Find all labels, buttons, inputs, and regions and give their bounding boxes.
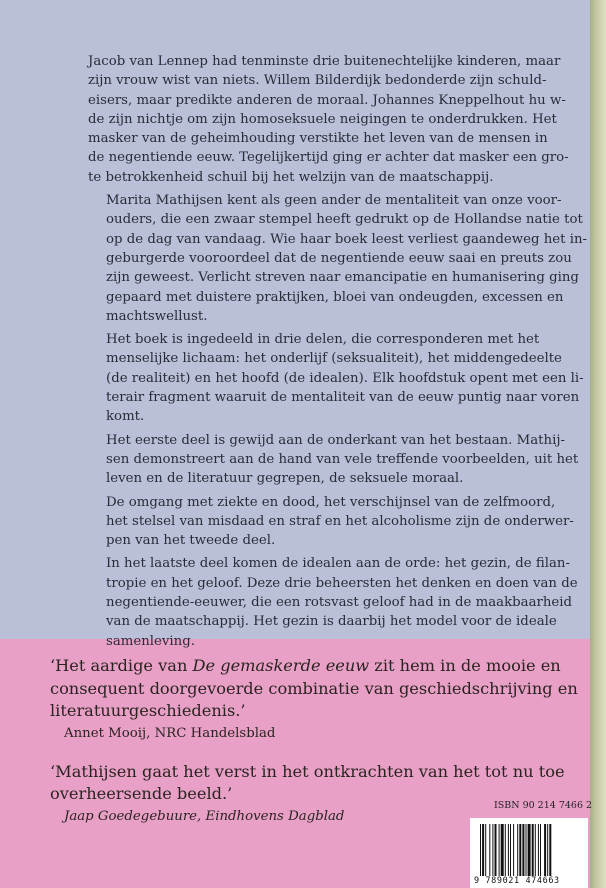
barcode-bar: [501, 824, 504, 876]
blurb-text: [88, 52, 588, 655]
blurb-paragraph-1: Jacob van Lennep had tenminste drie buitenechtelijke kinderen, maar zijn vrouw wist van niets. Willem Bilderdijk bedonderde zijn schuld- eisers, maar predikte anderen de moraal. Johannes Kneppelhout hu w- de zijn nichtje om zijn homoseksuele neigingen te onderdrukken. Het masker van de geheimhouding verstikte het leven van de mensen in de negentiende eeuw. Tegelijkertijd ging er achter dat masker een gro- te betrokkenheid schuil bij het welzijn van de maatschappij.: [88, 54, 569, 185]
barcode-bar: [540, 824, 541, 876]
barcode-bar: [517, 824, 518, 876]
blurb-paragraph-4: Het eerste deel is gewijd aan de onderkant van het bestaan. Mathij- sen demonstreert aan de hand van vele treffende voorbeelden, uit het leven en de literatuur gegrepen, de seksuele moraal.: [106, 432, 579, 487]
barcode-bar: [489, 824, 490, 876]
barcode-bar: [538, 824, 539, 876]
book-title: De gemaskerde eeuw: [192, 656, 370, 675]
review-attribution-1: Annet Mooij, NRC Handelsblad: [64, 725, 276, 741]
barcode-bar: [528, 824, 531, 876]
barcode-bar: [532, 824, 534, 876]
barcode-bar: [485, 824, 486, 876]
barcode-bar: [547, 824, 548, 876]
barcode-bar: [522, 824, 524, 876]
isbn-label: ISBN 90 214 7466 2: [494, 800, 593, 811]
blurb-paragraph-3: Het boek is ingedeeld in drie delen, die corresponderen met het menselijke lichaam: het onderlijf (seksualiteit), het middengedeelte (de realiteit) en het hoofd (de idealen). Elk hoofdstuk opent met een li- terair fragment waaruit de mentaliteit van de eeuw puntig naar voren komt.: [106, 332, 584, 425]
barcode-bar: [549, 824, 551, 876]
review-attribution-2: Jaap Goedegebuure, Eindhovens Dagblad: [64, 808, 345, 824]
barcode-bar: [480, 824, 481, 876]
barcode-bars: [480, 824, 578, 876]
barcode-bar: [544, 824, 546, 876]
barcode-bar: [492, 824, 493, 876]
barcode-bar: [519, 824, 521, 876]
review-quotes: [50, 655, 578, 826]
barcode-bar: [482, 824, 484, 876]
barcode-digits: 9 789021 474663: [474, 876, 560, 886]
barcode-bar: [535, 824, 536, 876]
barcode-bar: [499, 824, 500, 876]
barcode-bar: [526, 824, 527, 876]
barcode-bar: [495, 824, 497, 876]
book-spine-edge: [590, 0, 606, 888]
review-quote-2: ‘Mathijsen gaat het verst in het ontkrachten van het tot nu toe overheersende beeld.’: [50, 761, 565, 803]
barcode-bar: [513, 824, 514, 876]
barcode-bar: [505, 824, 506, 876]
blurb-paragraph-2: Marita Mathijsen kent als geen ander de mentaliteit van onze voor- ouders, die een zwaar stempel heeft gedrukt op de Hollandse natie tot op de dag van vandaag. Wie haar boek leest verliest gaandeweg het in- geburgerde vooroordeel dat de negentiende eeuw saai en preuts zou zijn geweest. Verlicht streven naar emancipatie en humanisering ging gepaard met duistere praktijken, bloei van ondeugden, excessen en machtswellust.: [106, 193, 588, 324]
barcode-bar: [508, 824, 509, 876]
isbn-barcode: [470, 818, 588, 888]
review-quote-1: ‘Het aardige van De gemaskerde eeuw zit hem in de mooie en consequent doorgevoerde combinatie van geschiedschrijving en literatuurgeschiedenis.’: [50, 656, 578, 720]
barcode-bar: [510, 824, 511, 876]
blurb-paragraph-6: In het laatste deel komen de idealen aan de orde: het gezin, de filan- tropie en het geloof. Deze drie beheersten het denken en doen van de negentiende-eeuwer, die een rotsvast geloof had in de maakbaarheid van de maatschappij. Het gezin is daarbij het model voor de ideale samenleving.: [106, 556, 578, 649]
blurb-paragraph-5: De omgang met ziekte en dood, het verschijnsel van de zelfmoord, het stelsel van misdaad en straf en het alcoholisme zijn de onderwer- pen van het tweede deel.: [106, 494, 574, 549]
